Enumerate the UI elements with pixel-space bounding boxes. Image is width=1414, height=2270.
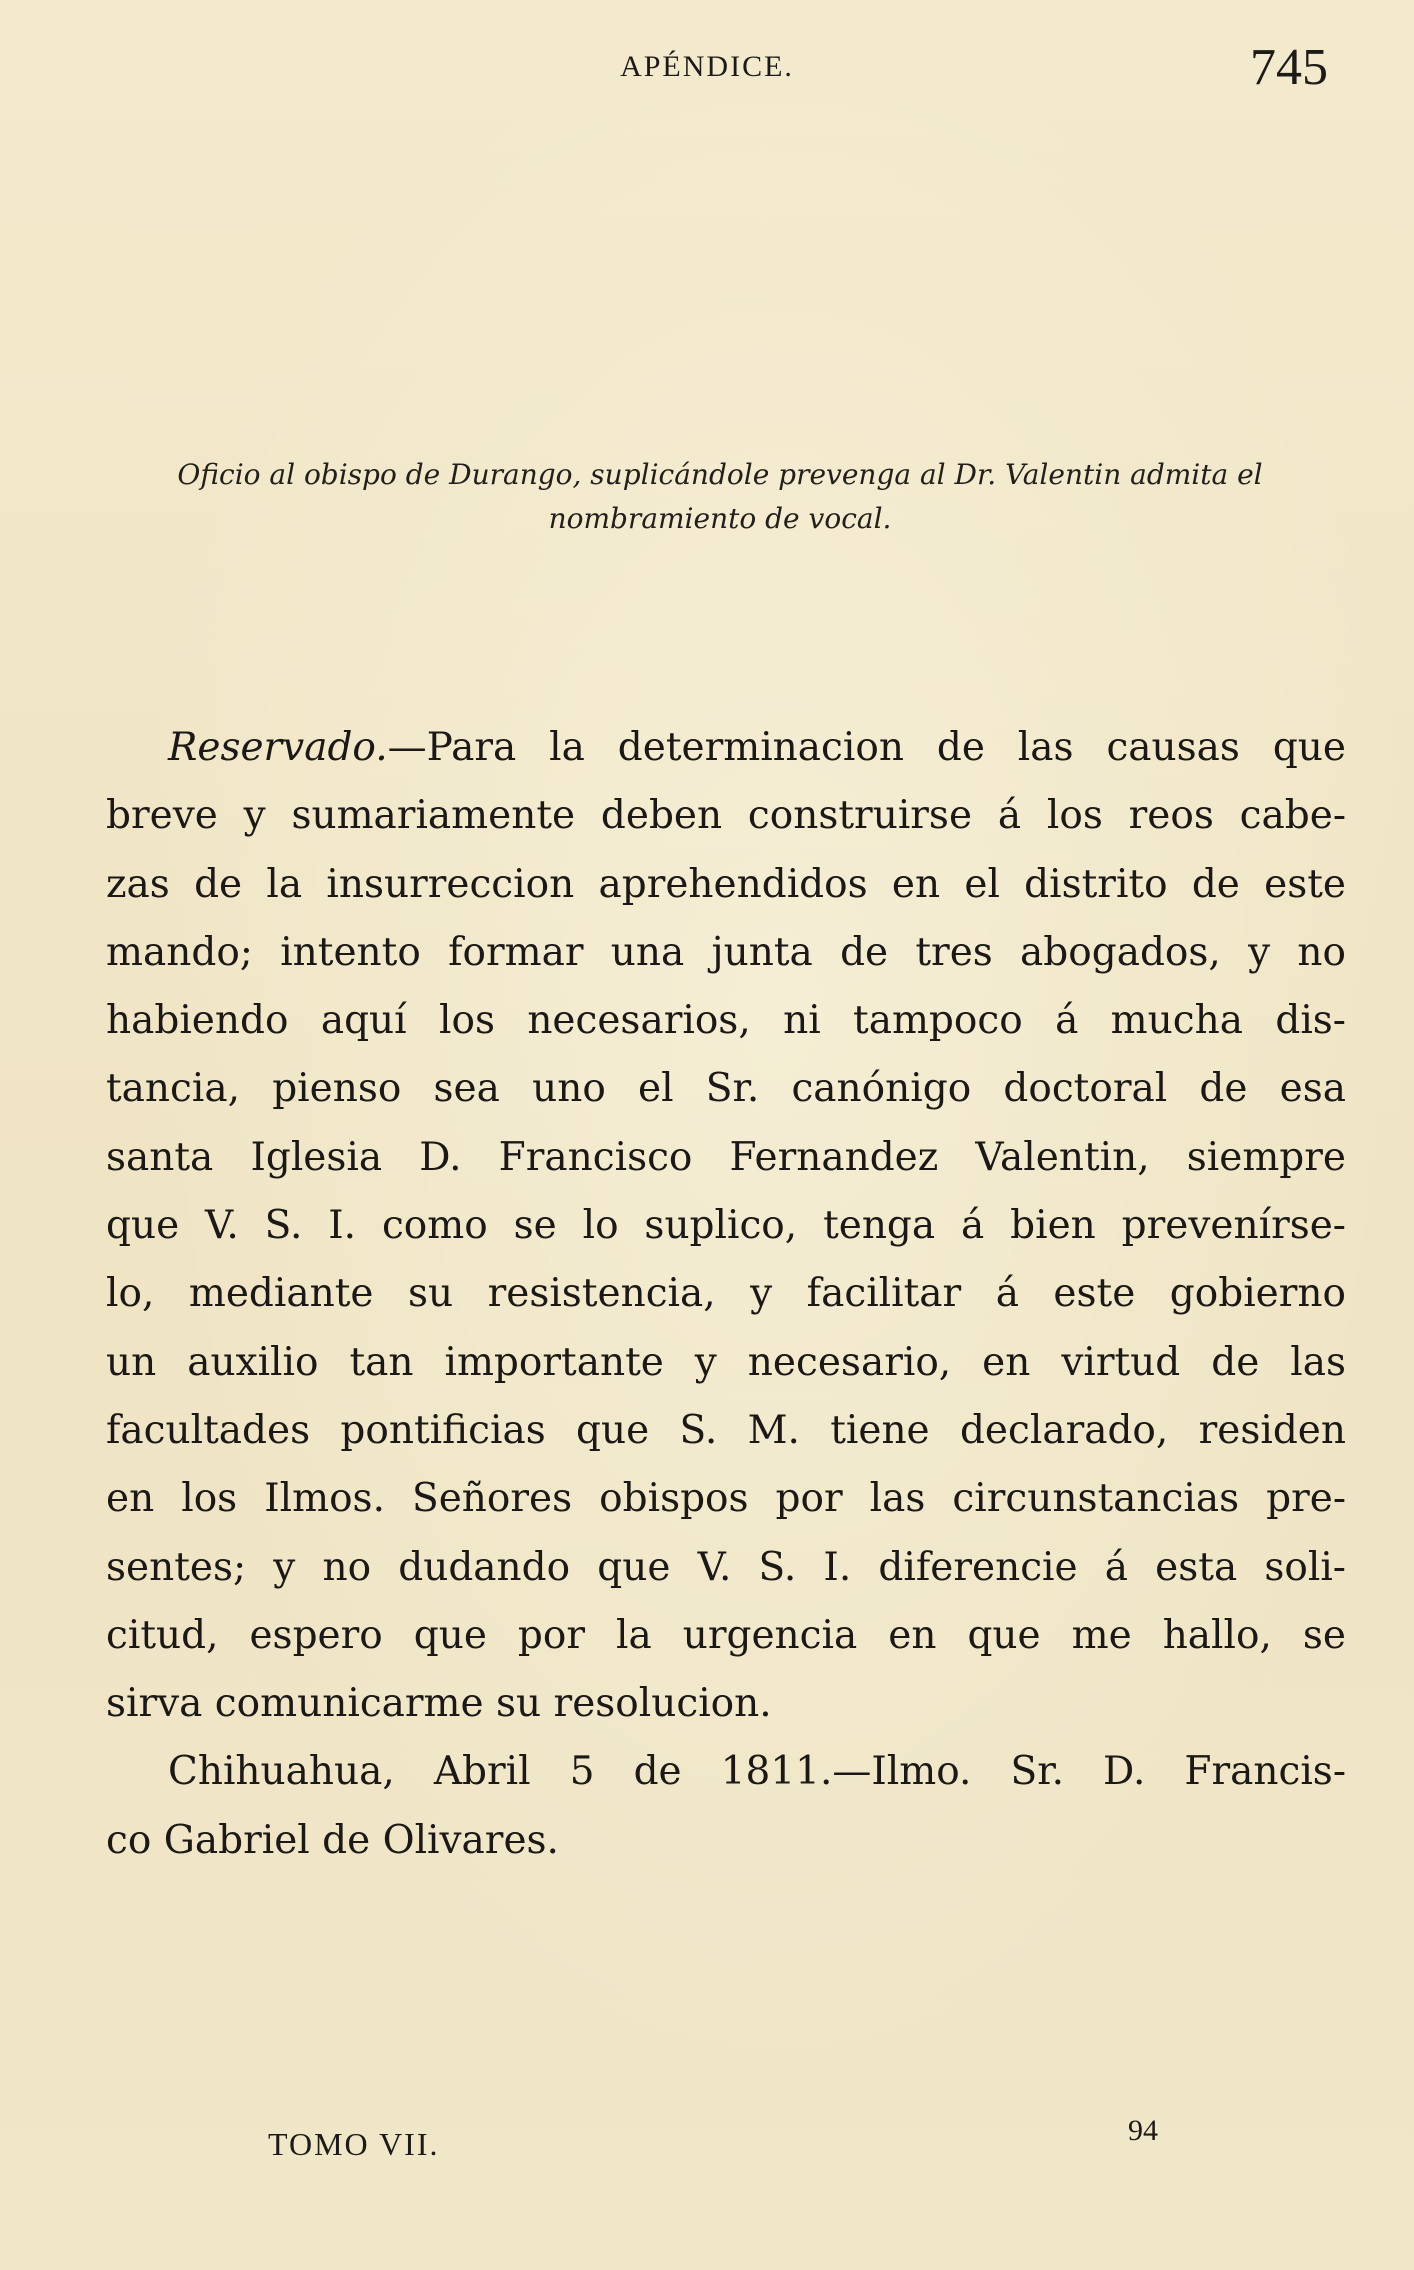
body-line: sentes; y no dudando que V. S. I. diferencie á esta soli- <box>106 1544 1346 1590</box>
body-line: zas de la insurreccion aprehendidos en el distrito de este <box>106 861 1346 907</box>
body-line: en los Ilmos. Señores obispos por las circunstancias pre- <box>106 1476 1346 1522</box>
body-line-text: —Para la determinacion de las causas que <box>387 725 1346 770</box>
volume-label: TOMO VII. <box>268 2126 440 2162</box>
signature-mark: 94 <box>1128 2114 1158 2147</box>
body-line: sirva comunicarme su resolucion. <box>106 1681 772 1727</box>
document-title <box>130 453 1310 541</box>
body-line: santa Iglesia D. Francisco Fernandez Valentin, siempre <box>106 1134 1346 1180</box>
body-line: un auxilio tan importante y necesario, en virtud de las <box>106 1339 1346 1385</box>
letter-body <box>106 714 1346 1875</box>
body-line: habiendo aquí los necesarios, ni tampoco á mucha dis- <box>106 998 1346 1044</box>
body-line: lo, mediante su resistencia, y facilitar á este gobierno <box>106 1271 1346 1317</box>
body-line: tancia, pienso sea uno el Sr. canónigo doctoral de esa <box>106 1066 1346 1112</box>
closing-line: co Gabriel de Olivares. <box>106 1817 559 1863</box>
body-line: facultades pontificias que S. M. tiene declarado, residen <box>106 1407 1346 1453</box>
body-line: citud, espero que por la urgencia en que me hallo, se <box>106 1612 1346 1658</box>
body-line <box>106 714 1346 782</box>
running-header: APÉNDICE. <box>620 50 794 83</box>
reservado-lead: Reservado. <box>168 725 388 770</box>
page-number: 745 <box>1250 39 1328 96</box>
body-line: breve y sumariamente deben construirse á los reos cabe- <box>106 793 1346 839</box>
body-line: mando; intento formar una junta de tres abogados, y no <box>106 929 1346 975</box>
document-title-line: nombramiento de vocal. <box>548 502 892 535</box>
document-title-line: Oficio al obispo de Durango, suplicándole prevenga al Dr. Valentin admita el <box>177 458 1263 491</box>
body-line: que V. S. I. como se lo suplico, tenga á bien prevenírse- <box>106 1203 1346 1249</box>
closing-line: Chihuahua, Abril 5 de 1811.—Ilmo. Sr. D. Francis- <box>168 1749 1346 1795</box>
